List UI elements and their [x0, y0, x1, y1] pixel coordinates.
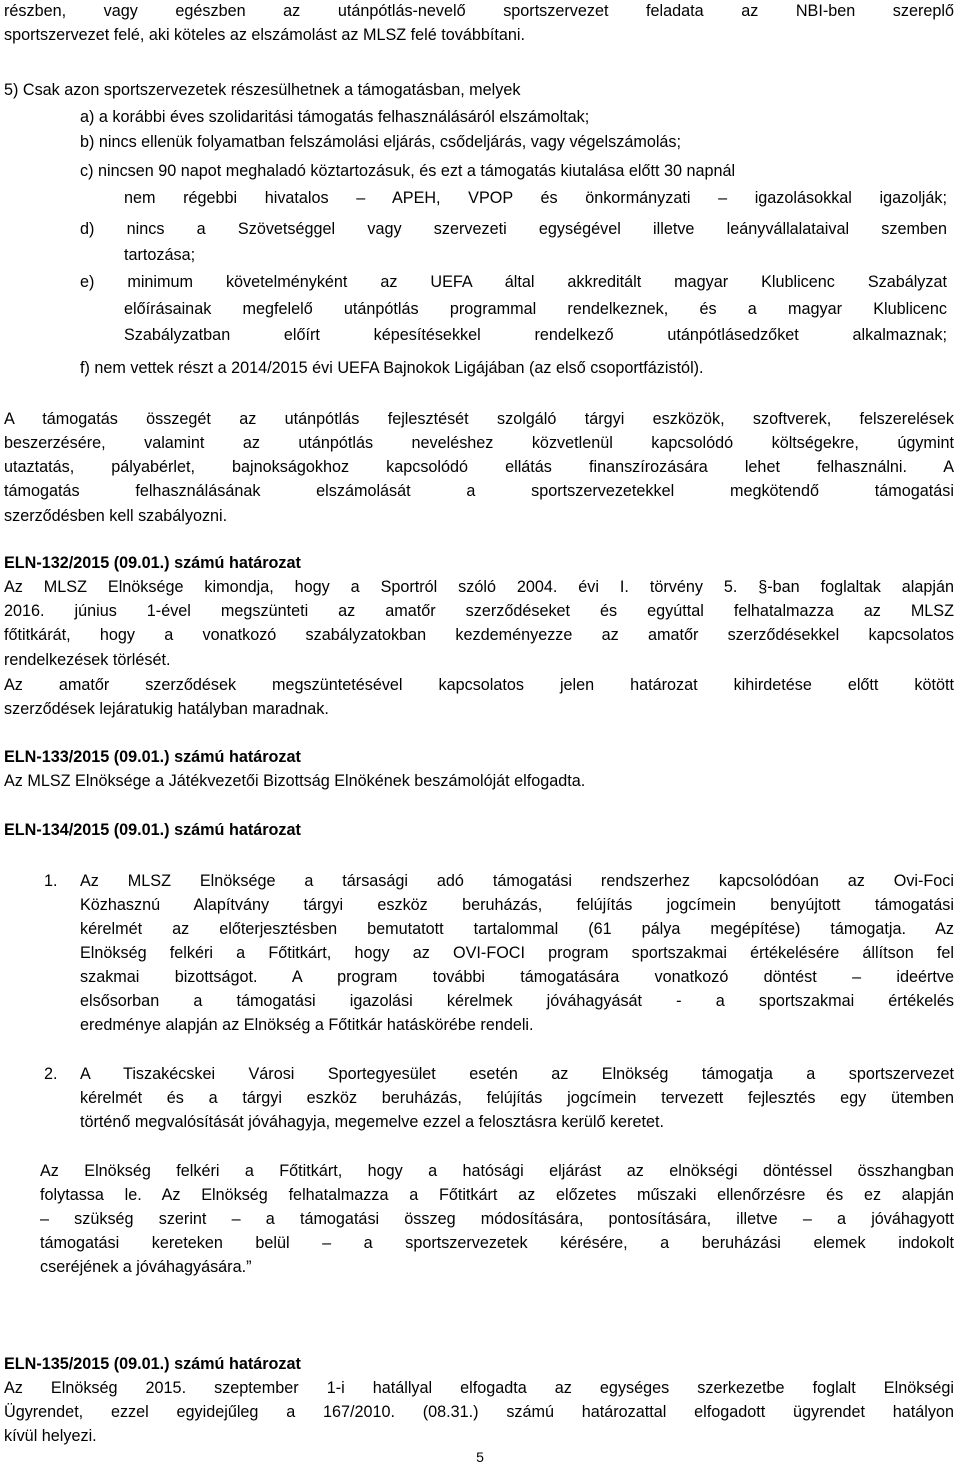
text-line: Az MLSZ Elnöksége a Játékvezetői Bizottság Elnökének beszámolóját elfogadta. — [4, 772, 586, 790]
text-line: cseréjének a jóváhagyására.” — [40, 1258, 252, 1276]
list-item-continuation: Elnökség felkéri a Főtitkárt, hogy az OVI-FOCI program sportszakmai értékelésére állítson fel — [80, 944, 954, 962]
text-line: utaztatás, pályabérlet, bajnokságokhoz kapcsolódó ellátás finanszírozására lehet felhasználni. A — [4, 458, 954, 476]
list-item-continuation: történő megvalósítását jóváhagyja, megemelve ezzel a felosztásra kerülő keretet. — [80, 1113, 664, 1131]
list-item: Az MLSZ Elnöksége a társasági adó támogatási rendszerhez kapcsolódóan az Ovi-Foci — [80, 872, 954, 890]
list-item-continuation: elsősorban a támogatási igazolási kérelmek jóváhagyását - a sportszakmai értékelés — [80, 992, 954, 1010]
list-item-continuation: tartozása; — [124, 246, 196, 264]
list-number: 1. — [44, 872, 58, 890]
page-number: 5 — [476, 1449, 484, 1465]
list-item-continuation: eredménye alapján az Elnökség a Főtitkár hatáskörébe rendeli. — [80, 1016, 534, 1034]
list-item-continuation: Szabályzatban előírt képesítésekkel rendelkező utánpótlásedzőket alkalmaznak; — [124, 326, 947, 344]
text-line: Az Elnökség 2015. szeptember 1-i hatállyal elfogadta az egységes szerkezetbe foglalt Elnökségi — [4, 1379, 954, 1397]
text-line: – szükség szerint – a támogatási összeg módosítására, pontosítására, illetve – a jóváhagyott — [40, 1210, 954, 1228]
text-line: Az Elnökség felkéri a Főtitkárt, hogy a hatósági eljárást az elnökségi döntéssel összhangban — [40, 1162, 954, 1180]
text-line: támogatási kereteken belül – a sportszervezetek kérésére, a beruházási elemek indokolt — [40, 1234, 954, 1252]
text-line: A támogatás összegét az utánpótlás fejlesztését szolgáló tárgyi eszközök, szoftverek, felszerelések — [4, 410, 954, 428]
text-line: beszerzésére, valamint az utánpótlás neveléshez közvetlenül kapcsolódó költségekre, úgymint — [4, 434, 954, 452]
text-line: Az amatőr szerződések megszüntetésével kapcsolatos jelen határozat kihirdetése előtt kötött — [4, 676, 954, 694]
list-number: 2. — [44, 1065, 58, 1083]
list-heading: 5) Csak azon sportszervezetek részesülhetnek a támogatásban, melyek — [4, 81, 521, 99]
text-line: 2016. június 1-ével megszünteti az amatőr szerződéseket és egyúttal felhatalmazza az MLSZ — [4, 602, 954, 620]
text-line: főtitkárát, hogy a vonatkozó szabályzatokban kezdeményezze az amatőr szerződésekkel kapcsolatos — [4, 626, 954, 644]
text-line: sportszervezet felé, aki köteles az elszámolást az MLSZ felé továbbítani. — [4, 26, 525, 44]
list-item-continuation: kérelmét az előterjesztésben bemutatott tartalommal (61 pálya megépítése) támogatja. Az — [80, 920, 954, 938]
resolution-heading: ELN-132/2015 (09.01.) számú határozat — [4, 554, 301, 572]
list-item: A Tiszakécskei Városi Sportegyesület esetén az Elnökség támogatja a sportszervezet — [80, 1065, 954, 1083]
text-line: Az MLSZ Elnöksége kimondja, hogy a Sportról szóló 2004. évi I. törvény 5. §-ban foglaltak alapján — [4, 578, 954, 596]
text-line: szerződésben kell szabályozni. — [4, 507, 228, 525]
list-item: a) a korábbi éves szolidaritási támogatás felhasználásáról elszámoltak; — [80, 108, 590, 126]
resolution-heading: ELN-135/2015 (09.01.) számú határozat — [4, 1355, 301, 1373]
list-item-continuation: Közhasznú Alapítvány tárgyi eszköz beruházás, felújítás jogcímein benyújtott támogatási — [80, 896, 954, 914]
text-line: szerződések lejáratukig hatályban maradnak. — [4, 700, 329, 718]
list-item-continuation: szakmai bizottságot. A program további támogatására vonatkozó döntést – ideértve — [80, 968, 954, 986]
list-item-continuation: kérelmét és a tárgyi eszköz beruházás, felújítás jogcímein tervezett fejlesztés egy ütemben — [80, 1089, 954, 1107]
list-item: c) nincsen 90 napot meghaladó köztartozásuk, és ezt a támogatás kiutalása előtt 30 napnál — [80, 162, 736, 180]
list-item: f) nem vettek részt a 2014/2015 évi UEFA Bajnokok Ligájában (az első csoportfázistól). — [80, 359, 704, 377]
resolution-heading: ELN-133/2015 (09.01.) számú határozat — [4, 748, 301, 766]
list-item-continuation: előírásainak megfelelő utánpótlás programmal rendelkeznek, és a magyar Klublicenc — [124, 300, 947, 318]
list-item-continuation: nem régebbi hivatalos – APEH, VPOP és önkormányzati – igazolásokkal igazolják; — [124, 189, 947, 207]
resolution-heading: ELN-134/2015 (09.01.) számú határozat — [4, 821, 301, 839]
text-line: folytassa le. Az Elnökség felhatalmazza a Főtitkárt az előzetes műszaki ellenőrzésre és ez alapján — [40, 1186, 954, 1204]
list-item: e) minimum követelményként az UEFA által akkreditált magyar Klublicenc Szabályzat — [80, 273, 947, 291]
text-line: támogatás felhasználásának elszámolását a sportszervezetekkel megkötendő támogatási — [4, 482, 954, 500]
text-line: Ügyrendet, ezzel egyidejűleg a 167/2010. (08.31.) számú határozattal elfogadott ügyrendet hatályon — [4, 1403, 954, 1421]
text-line: kívül helyezi. — [4, 1427, 97, 1445]
text-line: rendelkezések törlését. — [4, 651, 171, 669]
list-item: b) nincs ellenük folyamatban felszámolási eljárás, csődeljárás, vagy végelszámolás; — [80, 133, 682, 151]
text-line: részben, vagy egészben az utánpótlás-nevelő sportszervezet feladata az NBI-ben szereplő — [4, 2, 954, 20]
list-item: d) nincs a Szövetséggel vagy szervezeti egységével illetve leányvállalataival szemben — [80, 220, 947, 238]
